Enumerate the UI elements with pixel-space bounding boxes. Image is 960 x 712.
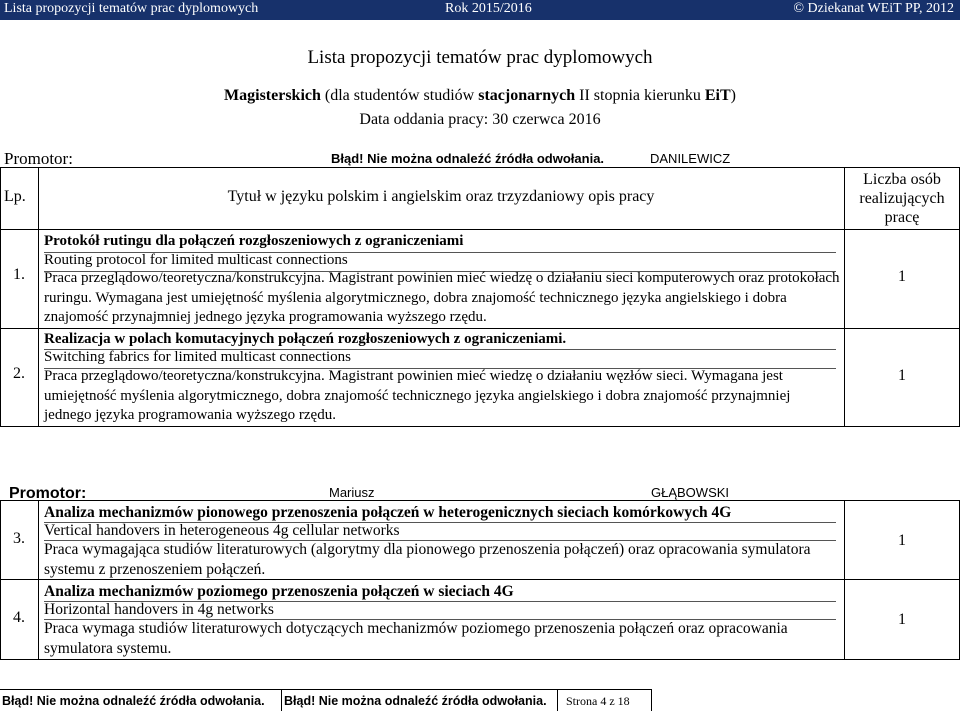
count-header-line2: realizujących	[859, 190, 945, 207]
topic-title-en: Horizontal handovers in 4g networks	[44, 601, 274, 618]
student-count: 1	[898, 532, 906, 549]
subtitle-text2: II stopnia kierunku	[575, 87, 705, 104]
subtitle-degree: Magisterskich	[224, 87, 321, 104]
topic-description: Praca wymagająca studiów literaturowych (algorytmy dla pionowego przenoszenia połączeń) oraz opracowania symulatora systemu z przenoszeniem połączeń.	[44, 541, 811, 578]
topic-requirements: Magistrant powinien mieć wiedzę o działaniu sieci komputerowych oraz protokołach ruringu. Wymagana jest umiejętność myślenia algorytmicznego, dobra znajomość technicznego języka angielskiego i dobra znajomość przynajmniej jednego języka programowania wyższego rzędu.	[44, 270, 840, 325]
subtitle-text: (dla studentów studiów	[320, 87, 479, 104]
subtitle-end: )	[730, 87, 736, 104]
header-doc-title: Lista propozycji tematów prac dyplomowych	[4, 1, 259, 16]
count-header-line3: pracę	[884, 209, 920, 226]
page-subtitle	[0, 87, 960, 105]
topic-title-pl: Realizacja w polach komutacyjnych połączeń rozgłoszeniowych z ograniczeniami.	[44, 331, 567, 347]
row-number: 2.	[13, 365, 25, 382]
promotor2-surname: GŁĄBOWSKI	[651, 485, 730, 500]
student-count: 1	[898, 367, 906, 384]
topic-title-pl: Analiza mechanizmów poziomego przenoszenia połączeń w sieciach 4G	[44, 583, 514, 600]
subtitle-field: EiT	[704, 87, 731, 104]
deadline-date: Data oddania pracy: 30 czerwca 2016	[359, 111, 601, 128]
topic-title-en: Switching fabrics for limited multicast connections	[44, 349, 352, 365]
topic-description: Praca wymaga studiów literaturowych dotyczących mechanizmów poziomego przenoszenia połączeń oraz opracowania symulatora systemu.	[44, 620, 788, 657]
count-header-line1: Liczba osób	[863, 171, 941, 188]
topic-title-pl: Protokół rutingu dla połączeń rozgłoszeniowych z ograniczeniami	[44, 233, 464, 249]
column-header-title: Tytuł w języku polskim i angielskim oraz trzyzdaniowy opis pracy	[227, 188, 655, 205]
footer-error-ref: Błąd! Nie można odnaleźć źródła odwołania.	[2, 694, 265, 708]
row-number: 3.	[13, 530, 25, 547]
promotor-surname: DANILEWICZ	[650, 151, 731, 166]
column-header-count	[844, 170, 960, 227]
topic-type: Praca przeglądowo/teoretyczna/konstrukcyjna.	[44, 368, 325, 384]
page-number: Strona 4 z 18	[566, 694, 630, 708]
student-count: 1	[898, 268, 906, 285]
student-count: 1	[898, 611, 906, 628]
topic-title-en: Routing protocol for limited multicast connections	[44, 252, 348, 268]
topic-requirements: Magistrant powinien mieć wiedzę o działaniu węzłów sieci. Wymagana jest umiejętność myślenia algorytmicznego, dobra znajomość technicznego języka angielskiego i dobra znajomość przynajmniej jednego języka programowania wyższego rzędu.	[44, 368, 791, 423]
promotor2-label: Promotor:	[9, 485, 87, 502]
subtitle-mode: stacjonarnych	[478, 87, 576, 104]
footer-error-ref: Błąd! Nie można odnaleźć źródła odwołania.	[284, 694, 547, 708]
promotor-error-ref: Błąd! Nie można odnaleźć źródła odwołania.	[331, 151, 605, 166]
page-title: Lista propozycji tematów prac dyplomowych	[307, 47, 653, 68]
header-copyright: © Dziekanat WEiT PP, 2012	[793, 1, 954, 16]
topic-title-pl: Analiza mechanizmów pionowego przenoszenia połączeń w heterogenicznych sieciach komórkowych 4G	[44, 504, 732, 521]
header-year: Rok 2015/2016	[445, 1, 532, 16]
promotor-label: Promotor:	[4, 149, 73, 168]
column-header-lp: Lp.	[4, 188, 26, 205]
row-number: 1.	[13, 266, 25, 283]
promotor2-first-name: Mariusz	[329, 485, 375, 500]
topic-title-en: Vertical handovers in heterogeneous 4g cellular networks	[44, 522, 400, 539]
page-header	[0, 0, 960, 20]
row-number: 4.	[13, 609, 25, 626]
topic-description	[44, 269, 840, 328]
topic-description	[44, 367, 840, 426]
topic-type: Praca przeglądowo/teoretyczna/konstrukcyjna.	[44, 270, 325, 286]
